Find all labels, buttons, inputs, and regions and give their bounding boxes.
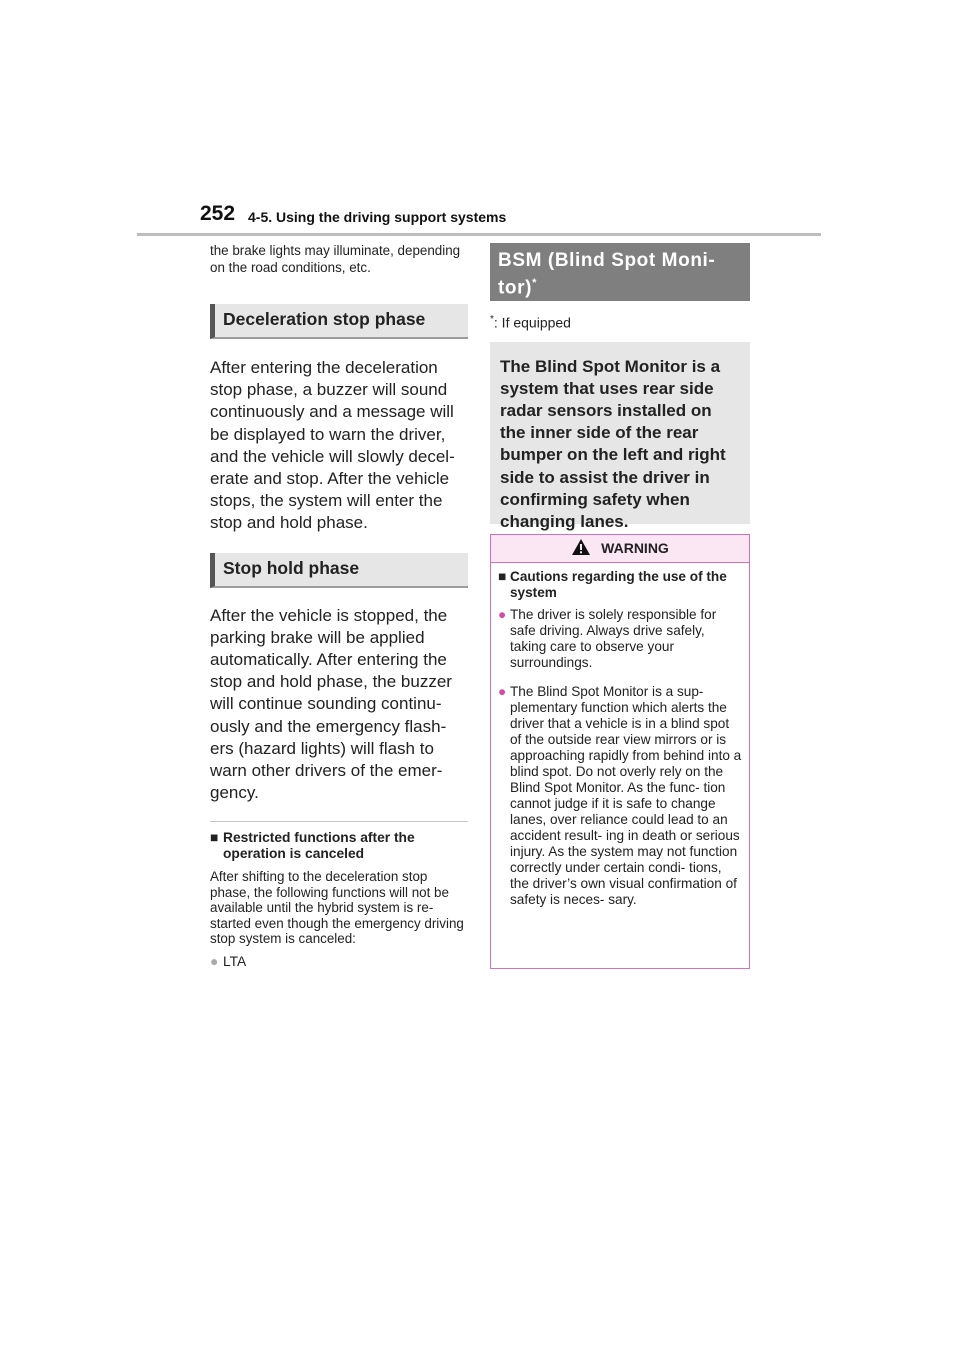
decel-stop-text: After entering the deceleration stop phase, a buzzer will sound continuously and a message will be displayed to warn the driver, and the vehicle will slowly decel- erate and stop. After the vehicle stops, the system will enter the stop and hold phase. <box>210 358 455 533</box>
bsm-title-banner <box>490 243 750 301</box>
round-bullet-icon: ● <box>498 606 507 622</box>
warning-subheading-label: Cautions regarding the use of the system <box>510 568 727 600</box>
bullet-lta: LTA <box>223 953 247 969</box>
footnote <box>490 314 750 331</box>
decel-stop-heading: Deceleration stop phase <box>210 304 468 339</box>
footnote-star: * <box>490 314 494 325</box>
round-bullet-icon: ● <box>210 953 219 969</box>
square-bullet-icon: ■ <box>498 568 507 584</box>
warning-subheading <box>498 569 742 601</box>
list-item <box>498 607 742 671</box>
section-title: 4-5. Using the driving support systems <box>248 209 507 225</box>
page-number: 252 <box>200 202 236 225</box>
restricted-functions-heading <box>210 830 468 862</box>
stop-hold-text: After the vehicle is stopped, the parking brake will be applied automatically. After entering the stop and hold phase, the buzzer will continue sounding continu- ously and the emergency flash- ers (hazard lights) will flash to warn other drivers of the emer- gency. <box>210 605 452 803</box>
square-bullet-icon: ■ <box>210 830 219 846</box>
bsm-title: BSM (Blind Spot Moni- tor) <box>498 250 716 299</box>
warning-box <box>490 534 750 969</box>
warning-body <box>491 563 749 908</box>
stop-hold-heading: Stop hold phase <box>210 553 468 588</box>
restricted-functions-text: After shifting to the deceleration stop phase, the following functions will not be available until the hybrid system is re-started even though the emergency driving stop system is canceled: <box>210 869 464 947</box>
warning-triangle-icon <box>571 538 591 559</box>
list-item <box>210 954 468 970</box>
list-item <box>498 684 742 908</box>
restricted-functions-label: Restricted functions after the operation is canceled <box>223 830 415 862</box>
bsm-asterisk: * <box>532 277 537 289</box>
intro-continuation: the brake lights may illuminate, depending on the road conditions, etc. <box>210 243 461 275</box>
footnote-text: : If equipped <box>493 314 571 331</box>
warning-bullet-2: The Blind Spot Monitor is a sup- plementary function which alerts the driver that a vehicle is in a blind spot of the outside rear view mirrors or is approaching rapidly from behind into a blind spot. Do not overly rely on the Blind Spot Monitor. As the func- tion cannot judge if it is safe to change lanes, over reliance could lead to an accident result- ing in death or serious injury. As the system may not function correctly under certain condi- tions, the driver’s own visual confirmation of safety is neces- sary. <box>510 683 742 907</box>
warning-header <box>491 535 749 563</box>
round-bullet-icon: ● <box>498 683 507 699</box>
right-column <box>490 243 750 969</box>
bsm-intro-box: The Blind Spot Monitor is a system that uses rear side radar sensors installed on the inner side of the rear bumper on the left and right side to assist the driver in confirming safety when changing lanes. <box>490 342 750 524</box>
warning-bullet-1: The driver is solely responsible for safe driving. Always drive safely, taking care to observe your surroundings. <box>510 606 717 670</box>
left-column <box>210 242 468 970</box>
header-rule <box>137 233 821 236</box>
warning-title: WARNING <box>601 540 669 557</box>
